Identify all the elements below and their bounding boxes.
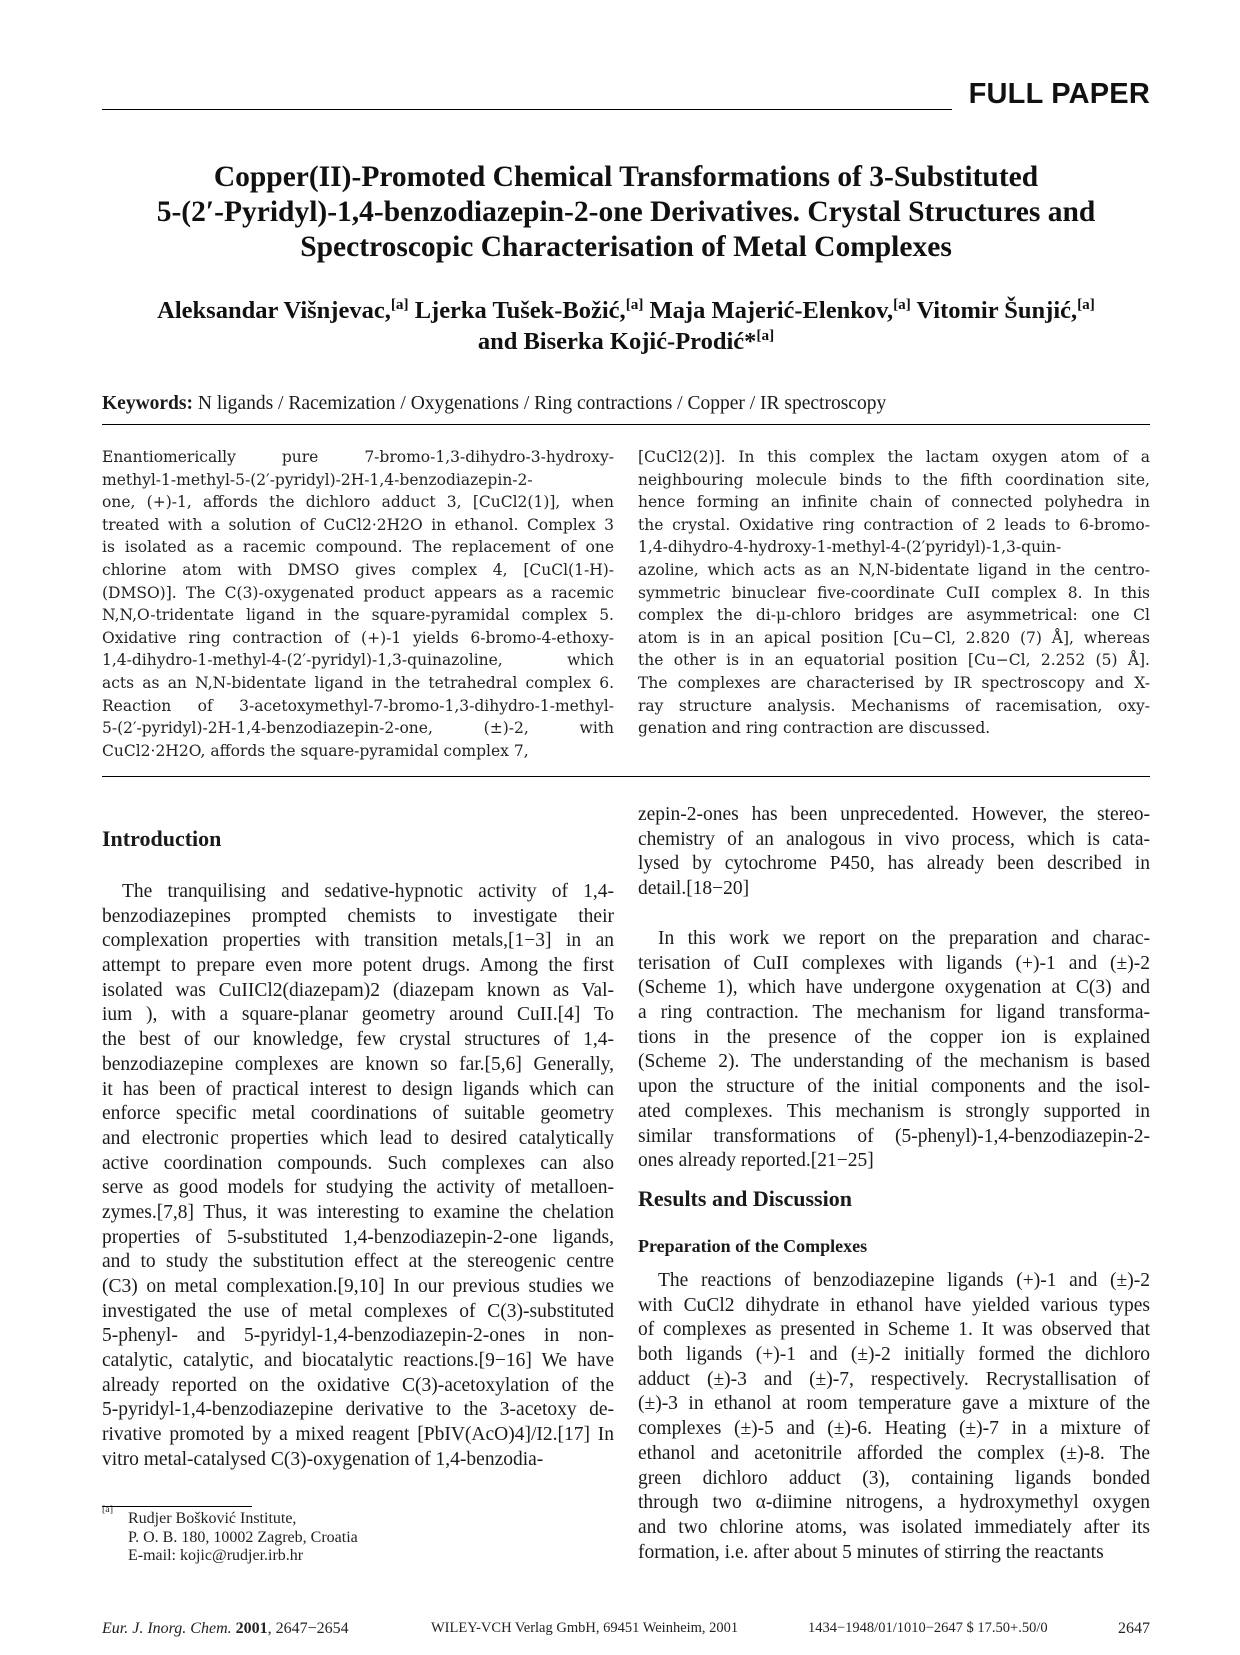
body-line: rivative promoted by a mixed reagent [PbIV(AcO)4]/I2.[17] In	[102, 1424, 614, 1446]
body-line: tions in the presence of the copper ion is explained	[638, 1026, 1150, 1048]
abstract-line: neighbouring molecule binds to the fifth coordination site,	[638, 470, 1150, 489]
paragraph-preparation	[638, 1269, 1150, 1565]
keywords	[102, 393, 886, 415]
body-line: properties of 5-substituted 1,4-benzodiazepin-2-one ligands,	[102, 1226, 614, 1248]
author-name: Aleksandar Višnjevac,	[157, 297, 391, 324]
body-line: ium ), with a square-planar geometry around CuII.[4] To	[102, 1004, 614, 1026]
body-line: (C3) on metal complexation.[9,10] In our previous studies we	[102, 1276, 614, 1297]
abstract-line: one, (+)-1, affords the dichloro adduct 3, [CuCl2(1)], when	[102, 493, 614, 512]
affiliation-mark: [a]	[625, 295, 644, 313]
body-line: serve as good models for studying the activity of metalloen-	[102, 1177, 614, 1199]
keywords-rule	[102, 424, 1150, 425]
abstract-line: 1,4-dihydro-1-methyl-4-(2′-pyridyl)-1,3-quinazoline, which	[102, 651, 614, 670]
abstract-line: methyl-1-methyl-5-(2′-pyridyl)-2H-1,4-benzodiazepin-2-	[102, 470, 533, 489]
title-line: Copper(II)-Promoted Chemical Transformations of 3-Substituted	[213, 161, 1039, 193]
body-line: with CuCl2 dihydrate in ethanol have yielded various types	[638, 1294, 1150, 1316]
title-line: Spectroscopic Characterisation of Metal Complexes	[300, 231, 952, 263]
body-line: ated complexes. This mechanism is strongly supported in	[638, 1100, 1150, 1122]
page-number: 2647	[1118, 1620, 1150, 1637]
section-heading-results: Results and Discussion	[638, 1186, 852, 1211]
footer-year: 2001	[235, 1620, 268, 1637]
footnote-line: P. O. B. 180, 10002 Zagreb, Croatia	[128, 1528, 358, 1546]
abstract-line: 5-(2′-pyridyl)-2H-1,4-benzodiazepin-2-one, (±)-2, with	[102, 719, 614, 738]
abstract-left-column	[102, 446, 614, 762]
abstract-line: azoline, which acts as an N,N-bidentate ligand in the centro-	[638, 560, 1150, 579]
abstract-line: Reaction of 3-acetoxymethyl-7-bromo-1,3-dihydro-1-methyl-	[102, 696, 614, 715]
author-name: Ljerka Tušek-Božić,	[408, 297, 626, 324]
body-line: through two α-diimine nitrogens, a hydroxymethyl oxygen	[638, 1492, 1150, 1514]
abstract-right-column	[638, 446, 1150, 740]
body-line: complexation properties with transition metals,[1−3] in an	[102, 930, 614, 952]
body-line: In this work we report on the preparation and charac-	[658, 928, 1150, 949]
abstract-line: (DMSO)]. The C(3)-oxygenated product appears as a racemic	[102, 583, 614, 602]
body-line: terisation of CuII complexes with ligands (+)-1 and (±)-2	[638, 952, 1150, 974]
author-list	[102, 295, 1150, 357]
abstract-line: [CuCl2(2)]. In this complex the lactam oxygen atom of a	[638, 448, 1150, 466]
body-line: (±)-3 in ethanol at room temperature gave a mixture of the	[638, 1393, 1150, 1415]
abstract-line: treated with a solution of CuCl2·2H2O in ethanol. Complex 3	[102, 515, 614, 534]
body-line: detail.[18−20]	[638, 878, 750, 900]
affiliation-mark: [a]	[756, 326, 775, 344]
subsection-heading-preparation: Preparation of the Complexes	[638, 1236, 868, 1256]
footer-publisher: WILEY-VCH Verlag GmbH, 69451 Weinheim, 2001	[431, 1620, 739, 1636]
abstract-line: the crystal. Oxidative ring contraction of 2 leads to 6-bromo-	[638, 515, 1150, 534]
footer-pages: , 2647−2654	[267, 1620, 349, 1637]
abstract-line: atom is in an apical position [Cu−Cl, 2.820 (7) Å], whereas	[638, 628, 1150, 647]
body-line: The tranquilising and sedative-hypnotic activity of 1,4-	[122, 881, 614, 902]
body-line: complexes (±)-5 and (±)-6. Heating (±)-7 in a mixture of	[638, 1418, 1150, 1440]
footnote: [a] Rudjer Bošković Institute, P. O. B. 180, 10002 Zagreb, Croatia E-mail: kojic@rudjer.irb.hr	[102, 1510, 614, 1566]
author-name: Vitomir Šunjić,	[910, 297, 1078, 324]
author-line	[102, 295, 1150, 326]
body-line: 5-phenyl- and 5-pyridyl-1,4-benzodiazepin-2-ones in non-	[102, 1325, 614, 1347]
body-line: adduct (±)-3 and (±)-7, respectively. Recrystallisation of	[638, 1368, 1150, 1390]
body-line: vitro metal-catalysed C(3)-oxygenation of 1,4-benzodia-	[102, 1448, 544, 1470]
introduction-text	[102, 880, 614, 1473]
body-line: isolated was CuIICl2(diazepam)2 (diazepam known as Val-	[102, 979, 614, 1001]
author-name: Maja Majerić-Elenkov,	[643, 297, 894, 324]
abstract-rule	[102, 776, 1150, 777]
footnote-text	[128, 1510, 614, 1566]
footer-issn: 1434−1948/01/1010−2647 $ 17.50+.50/0	[808, 1620, 1048, 1636]
footer-journal: Eur. J. Inorg. Chem.	[102, 1620, 232, 1637]
body-line: green dichloro adduct (3), containing ligands bonded	[638, 1467, 1150, 1489]
abstract-line: N,N,O-tridentate ligand in the square-pyramidal complex 5.	[102, 606, 614, 625]
body-line: benzodiazepines prompted chemists to investigate their	[102, 905, 614, 927]
body-line: (Scheme 2). The understanding of the mechanism is based	[638, 1051, 1150, 1073]
body-line: The reactions of benzodiazepine ligands (+)-1 and (±)-2	[658, 1270, 1150, 1291]
body-line: of complexes as presented in Scheme 1. It was observed that	[638, 1319, 1150, 1341]
body-line: benzodiazepine complexes are known so far.[5,6] Generally,	[102, 1053, 614, 1075]
abstract-line: hence forming an infinite chain of connected polyhedra in	[638, 493, 1150, 512]
abstract-line: symmetric binuclear five-coordinate CuII complex 8. In this	[638, 583, 1150, 602]
keywords-text: N ligands / Racemization / Oxygenations / Ring contractions / Copper / IR spectroscopy	[197, 393, 887, 414]
body-line: zymes.[7,8] Thus, it was interesting to examine the chelation	[102, 1201, 614, 1223]
abstract-line: Enantiomerically pure 7-bromo-1,3-dihydro-3-hydroxy-	[102, 448, 614, 466]
body-line: (Scheme 1), which have undergone oxygenation at C(3) and	[638, 977, 1150, 999]
body-line: it has been of practical interest to design ligands which can	[102, 1078, 614, 1100]
affiliation-mark: [a]	[893, 295, 911, 313]
body-line: upon the structure of the initial components and the isol-	[638, 1076, 1150, 1098]
footer-citation	[102, 1620, 349, 1638]
affiliation-mark: [a]	[390, 295, 409, 313]
author-name: and Biserka Kojić-Prodić*	[477, 328, 757, 355]
body-line: enforce specific metal coordinations of suitable geometry	[102, 1103, 614, 1125]
abstract-line: ray structure analysis. Mechanisms of racemisation, oxy-	[638, 696, 1150, 715]
footnote-line: E-mail: kojic@rudjer.irb.hr	[128, 1547, 304, 1564]
body-line: both ligands (+)-1 and (±)-2 initially formed the dichloro	[638, 1344, 1150, 1366]
body-line: lysed by cytochrome P450, has already been described in	[638, 853, 1150, 875]
body-line: the best of our knowledge, few crystal structures of 1,4-	[102, 1029, 614, 1051]
abstract-line: genation and ring contraction are discussed.	[638, 719, 991, 738]
body-line: catalytic, catalytic, and biocatalytic reactions.[9−16] We have	[102, 1350, 614, 1372]
body-line: and to study the substitution effect at the stereogenic centre	[102, 1251, 614, 1273]
keywords-label: Keywords:	[102, 393, 193, 414]
footnote-rule	[102, 1506, 252, 1507]
affiliation-mark: [a]	[1077, 295, 1095, 313]
section-label: FULL PAPER	[968, 78, 1150, 110]
paper-title	[102, 160, 1150, 265]
body-line: attempt to prepare even more potent drugs. Among the first	[102, 955, 614, 977]
footnote-line: Rudjer Bošković Institute,	[128, 1510, 297, 1527]
abstract-line: The complexes are characterised by IR spectroscopy and X-	[638, 673, 1150, 692]
abstract-line: complex the di-μ-chloro bridges are asymmetrical: one Cl	[638, 606, 1150, 625]
header-rule	[102, 109, 952, 110]
body-line: and electronic properties which lead to desired catalytically	[102, 1127, 614, 1149]
body-line: a ring contraction. The mechanism for ligand transforma-	[638, 1002, 1150, 1024]
abstract-line: is isolated as a racemic compound. The replacement of one	[102, 538, 614, 557]
body-line: similar transformations of (5-phenyl)-1,4-benzodiazepin-2-	[638, 1125, 1150, 1147]
author-line	[102, 326, 1150, 357]
body-line: zepin-2-ones has been unprecedented. However, the stereo-	[638, 804, 1150, 825]
title-line: 5-(2′-Pyridyl)-1,4-benzodiazepin-2-one Derivatives. Crystal Structures and	[156, 196, 1096, 228]
body-line: and two chlorine atoms, was isolated immediately after its	[638, 1516, 1150, 1538]
paragraph-continued	[638, 803, 1150, 902]
abstract-line: Oxidative ring contraction of (+)-1 yields 6-bromo-4-ethoxy-	[102, 628, 614, 647]
body-line: chemistry of an analogous in vivo process, which is cata-	[638, 828, 1150, 850]
section-heading-introduction: Introduction	[102, 826, 222, 851]
body-line: ethanol and acetonitrile afforded the complex (±)-8. The	[638, 1442, 1150, 1464]
abstract-line: 1,4-dihydro-4-hydroxy-1-methyl-4-(2′pyridyl)-1,3-quin-	[638, 538, 1062, 557]
body-line: ones already reported.[21−25]	[638, 1150, 874, 1172]
body-line: investigated the use of metal complexes of C(3)-substituted	[102, 1300, 614, 1322]
body-line: 5-pyridyl-1,4-benzodiazepine derivative to the 3-acetoxy de-	[102, 1399, 614, 1421]
body-line: already reported on the oxidative C(3)-acetoxylation of the	[102, 1374, 614, 1396]
body-line: formation, i.e. after about 5 minutes of stirring the reactants	[638, 1541, 1104, 1563]
abstract-line: CuCl2·2H2O, affords the square-pyramidal complex 7,	[102, 741, 529, 760]
abstract-line: the other is in an equatorial position [Cu−Cl, 2.252 (5) Å].	[638, 651, 1150, 670]
abstract-line: acts as an N,N-bidentate ligand in the tetrahedral complex 6.	[102, 673, 614, 692]
paragraph-this-work	[638, 927, 1150, 1174]
body-line: active coordination compounds. Such complexes can also	[102, 1152, 614, 1174]
abstract-line: chlorine atom with DMSO gives complex 4, [CuCl(1-H)-	[102, 560, 614, 579]
